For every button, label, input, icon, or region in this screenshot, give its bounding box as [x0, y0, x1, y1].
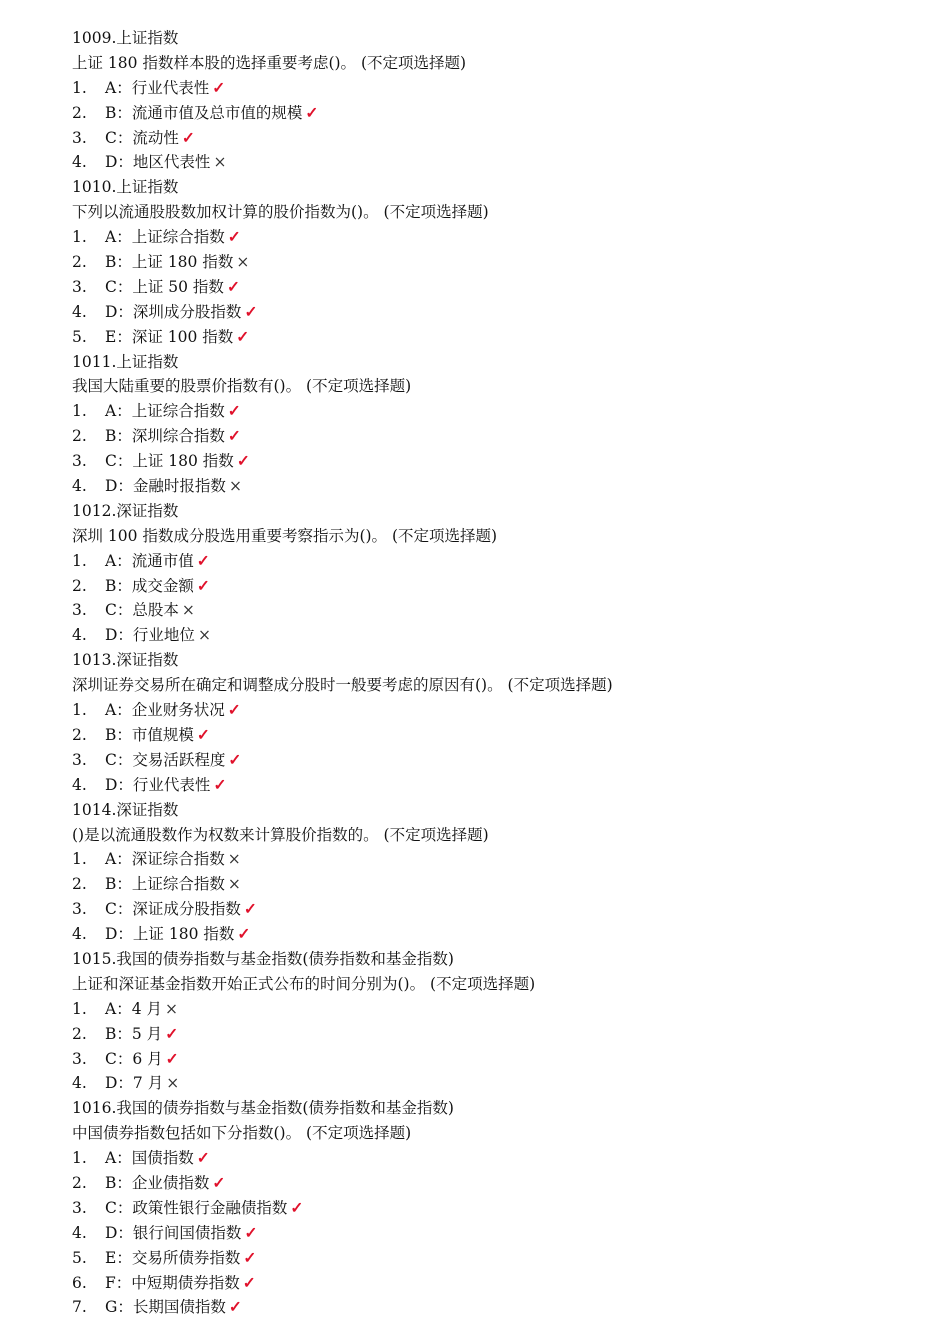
option-item — [72, 997, 932, 1022]
check-mark-icon: ✓ — [212, 1172, 226, 1192]
check-mark-icon: ✓ — [305, 102, 319, 122]
check-mark-icon: ✓ — [290, 1197, 304, 1217]
option-item — [72, 1295, 932, 1320]
option-number: 3. — [72, 750, 87, 769]
option-item — [72, 574, 932, 599]
option-item — [72, 598, 932, 623]
option-label: C：上证 50 指数 — [105, 277, 224, 296]
option-number: 1. — [72, 551, 87, 570]
option-number: 1. — [72, 850, 87, 869]
option-label: D：深圳成分股指数 — [105, 302, 242, 321]
option-item — [72, 723, 932, 748]
option-label: D：行业地位 — [105, 626, 195, 645]
question-title: 1012.深证指数 — [72, 501, 179, 520]
question-text: 深圳证券交易所在确定和调整成分股时一般要考虑的原因有()。 (不定项选择题) — [72, 676, 613, 695]
option-label: D：行业代表性 — [105, 775, 211, 794]
option-item — [72, 225, 932, 250]
option-number: 2. — [72, 253, 87, 272]
option-number: 4. — [72, 775, 87, 794]
option-item — [72, 698, 932, 723]
check-mark-icon: ✓ — [227, 426, 241, 446]
option-item — [72, 1071, 932, 1096]
option-label: D：地区代表性 — [105, 153, 211, 172]
check-mark-icon: ✓ — [243, 1247, 257, 1267]
option-label: B：流通市值及总市值的规模 — [105, 103, 303, 122]
question-text: ()是以流通股数作为权数来计算股价指数的。 (不定项选择题) — [72, 825, 489, 844]
question-block — [72, 26, 932, 175]
cross-mark-icon: × — [213, 153, 227, 172]
cross-mark-icon: × — [228, 477, 242, 496]
question-title: 1014.深证指数 — [72, 800, 179, 819]
question-text: 上证 180 指数样本股的选择重要考虑()。 (不定项选择题) — [72, 53, 467, 72]
check-mark-icon: ✓ — [196, 575, 210, 595]
option-number: 3. — [72, 128, 87, 147]
question-text: 我国大陆重要的股票价指数有()。 (不定项选择题) — [72, 377, 412, 396]
option-number: 2. — [72, 1024, 87, 1043]
option-item — [72, 150, 932, 175]
option-label: E：深证 100 指数 — [105, 327, 234, 346]
option-item — [72, 300, 932, 325]
question-block — [72, 648, 932, 797]
option-number: 5. — [72, 1248, 87, 1267]
option-item — [72, 449, 932, 474]
check-mark-icon: ✓ — [213, 774, 227, 794]
check-mark-icon: ✓ — [165, 1023, 179, 1043]
check-mark-icon: ✓ — [242, 1272, 256, 1292]
option-number: 3. — [72, 601, 87, 620]
option-number: 1. — [72, 78, 87, 97]
question-block — [72, 1096, 932, 1320]
option-label: A：行业代表性 — [105, 78, 210, 97]
option-label: B：深圳综合指数 — [105, 427, 225, 446]
option-label: C：交易活跃程度 — [105, 750, 226, 769]
option-number: 1. — [72, 228, 87, 247]
option-item — [72, 101, 932, 126]
option-item — [72, 126, 932, 151]
option-item — [72, 748, 932, 773]
option-number: 4. — [72, 302, 87, 321]
option-item — [72, 474, 932, 499]
option-label: A：上证综合指数 — [105, 228, 225, 247]
cross-mark-icon: × — [236, 253, 250, 272]
option-item — [72, 1171, 932, 1196]
option-label: D：银行间国债指数 — [105, 1223, 242, 1242]
option-number: 5. — [72, 327, 87, 346]
question-title: 1009.上证指数 — [72, 29, 179, 47]
option-label: B：上证综合指数 — [105, 875, 225, 894]
option-label: A：流通市值 — [105, 551, 194, 570]
option-item — [72, 1022, 932, 1047]
option-label: C：上证 180 指数 — [105, 452, 234, 471]
option-item — [72, 847, 932, 872]
check-mark-icon: ✓ — [228, 1297, 242, 1317]
check-mark-icon: ✓ — [181, 127, 195, 147]
option-label: C：总股本 — [105, 601, 179, 620]
option-item — [72, 1246, 932, 1271]
option-number: 4. — [72, 1223, 87, 1242]
option-label: C：6 月 — [105, 1049, 163, 1068]
option-item — [72, 76, 932, 101]
option-label: E：交易所债券指数 — [105, 1248, 241, 1267]
option-label: B：成交金额 — [105, 576, 194, 595]
check-mark-icon: ✓ — [212, 77, 226, 97]
question-text: 上证和深证基金指数开始正式公布的时间分别为()。 (不定项选择题) — [72, 974, 536, 993]
question-block — [72, 499, 932, 648]
check-mark-icon: ✓ — [236, 451, 250, 471]
option-number: 3. — [72, 1198, 87, 1217]
check-mark-icon: ✓ — [244, 301, 258, 321]
cross-mark-icon: × — [166, 1074, 180, 1093]
option-item — [72, 399, 932, 424]
option-number: 2. — [72, 875, 87, 894]
option-number: 4. — [72, 153, 87, 172]
option-label: B：市值规模 — [105, 725, 194, 744]
option-item — [72, 424, 932, 449]
question-title: 1013.深证指数 — [72, 651, 179, 670]
option-label: D：上证 180 指数 — [105, 925, 235, 944]
option-item — [72, 773, 932, 798]
check-mark-icon: ✓ — [226, 276, 240, 296]
option-number: 3. — [72, 452, 87, 471]
option-label: C：深证成分股指数 — [105, 900, 241, 919]
cross-mark-icon: × — [164, 999, 178, 1018]
check-mark-icon: ✓ — [243, 899, 257, 919]
option-number: 2. — [72, 103, 87, 122]
option-number: 1. — [72, 701, 87, 720]
option-label: B：5 月 — [105, 1024, 163, 1043]
question-title: 1011.上证指数 — [72, 352, 179, 371]
option-number: 4. — [72, 1074, 87, 1093]
question-block — [72, 798, 932, 947]
check-mark-icon: ✓ — [228, 749, 242, 769]
option-item — [72, 623, 932, 648]
option-item — [72, 1196, 932, 1221]
question-document — [72, 26, 932, 1320]
check-mark-icon: ✓ — [165, 1048, 179, 1068]
option-number: 2. — [72, 427, 87, 446]
question-text: 深圳 100 指数成分股选用重要考察指示为()。 (不定项选择题) — [72, 526, 498, 545]
option-number: 2. — [72, 576, 87, 595]
option-label: C：流动性 — [105, 128, 179, 147]
option-number: 4. — [72, 477, 87, 496]
option-item — [72, 549, 932, 574]
question-block — [72, 947, 932, 1096]
option-label: D：7 月 — [105, 1074, 164, 1093]
option-number: 3. — [72, 277, 87, 296]
option-item — [72, 1146, 932, 1171]
option-item — [72, 897, 932, 922]
option-label: D：金融时报指数 — [105, 477, 226, 496]
option-label: B：企业债指数 — [105, 1173, 210, 1192]
option-label: B：上证 180 指数 — [105, 253, 234, 272]
cross-mark-icon: × — [181, 601, 195, 620]
option-item — [72, 1221, 932, 1246]
check-mark-icon: ✓ — [196, 724, 210, 744]
question-title: 1015.我国的债券指数与基金指数(债券指数和基金指数) — [72, 949, 454, 968]
check-mark-icon: ✓ — [196, 550, 210, 570]
check-mark-icon: ✓ — [237, 924, 251, 944]
option-item — [72, 1047, 932, 1072]
cross-mark-icon: × — [227, 850, 241, 869]
option-number: 4. — [72, 626, 87, 645]
option-item — [72, 325, 932, 350]
option-item — [72, 250, 932, 275]
option-label: A：国债指数 — [105, 1149, 194, 1168]
cross-mark-icon: × — [227, 875, 241, 894]
option-label: G：长期国债指数 — [105, 1298, 226, 1317]
option-label: A：上证综合指数 — [105, 402, 225, 421]
option-number: 1. — [72, 999, 87, 1018]
option-number: 2. — [72, 1173, 87, 1192]
option-number: 1. — [72, 1149, 87, 1168]
question-text: 下列以流通股股数加权计算的股价指数为()。 (不定项选择题) — [72, 203, 489, 222]
option-item — [72, 872, 932, 897]
check-mark-icon: ✓ — [196, 1148, 210, 1168]
question-block — [72, 350, 932, 499]
check-mark-icon: ✓ — [227, 401, 241, 421]
question-title: 1016.我国的债券指数与基金指数(债券指数和基金指数) — [72, 1099, 454, 1118]
option-label: A：深证综合指数 — [105, 850, 225, 869]
question-title: 1010.上证指数 — [72, 178, 179, 197]
option-number: 6. — [72, 1273, 87, 1292]
option-label: A：企业财务状况 — [105, 701, 225, 720]
check-mark-icon: ✓ — [244, 1222, 258, 1242]
option-number: 1. — [72, 402, 87, 421]
check-mark-icon: ✓ — [236, 326, 250, 346]
option-number: 7. — [72, 1298, 87, 1317]
option-label: A：4 月 — [105, 999, 162, 1018]
question-block — [72, 175, 932, 349]
option-number: 4. — [72, 925, 87, 944]
option-item — [72, 922, 932, 947]
cross-mark-icon: × — [197, 626, 211, 645]
option-label: F：中短期债券指数 — [105, 1273, 240, 1292]
option-number: 2. — [72, 725, 87, 744]
question-text: 中国债券指数包括如下分指数()。 (不定项选择题) — [72, 1124, 412, 1143]
option-item — [72, 1271, 932, 1296]
option-number: 3. — [72, 900, 87, 919]
option-item — [72, 275, 932, 300]
check-mark-icon: ✓ — [227, 227, 241, 247]
option-number: 3. — [72, 1049, 87, 1068]
option-label: C：政策性银行金融债指数 — [105, 1198, 288, 1217]
check-mark-icon: ✓ — [227, 700, 241, 720]
